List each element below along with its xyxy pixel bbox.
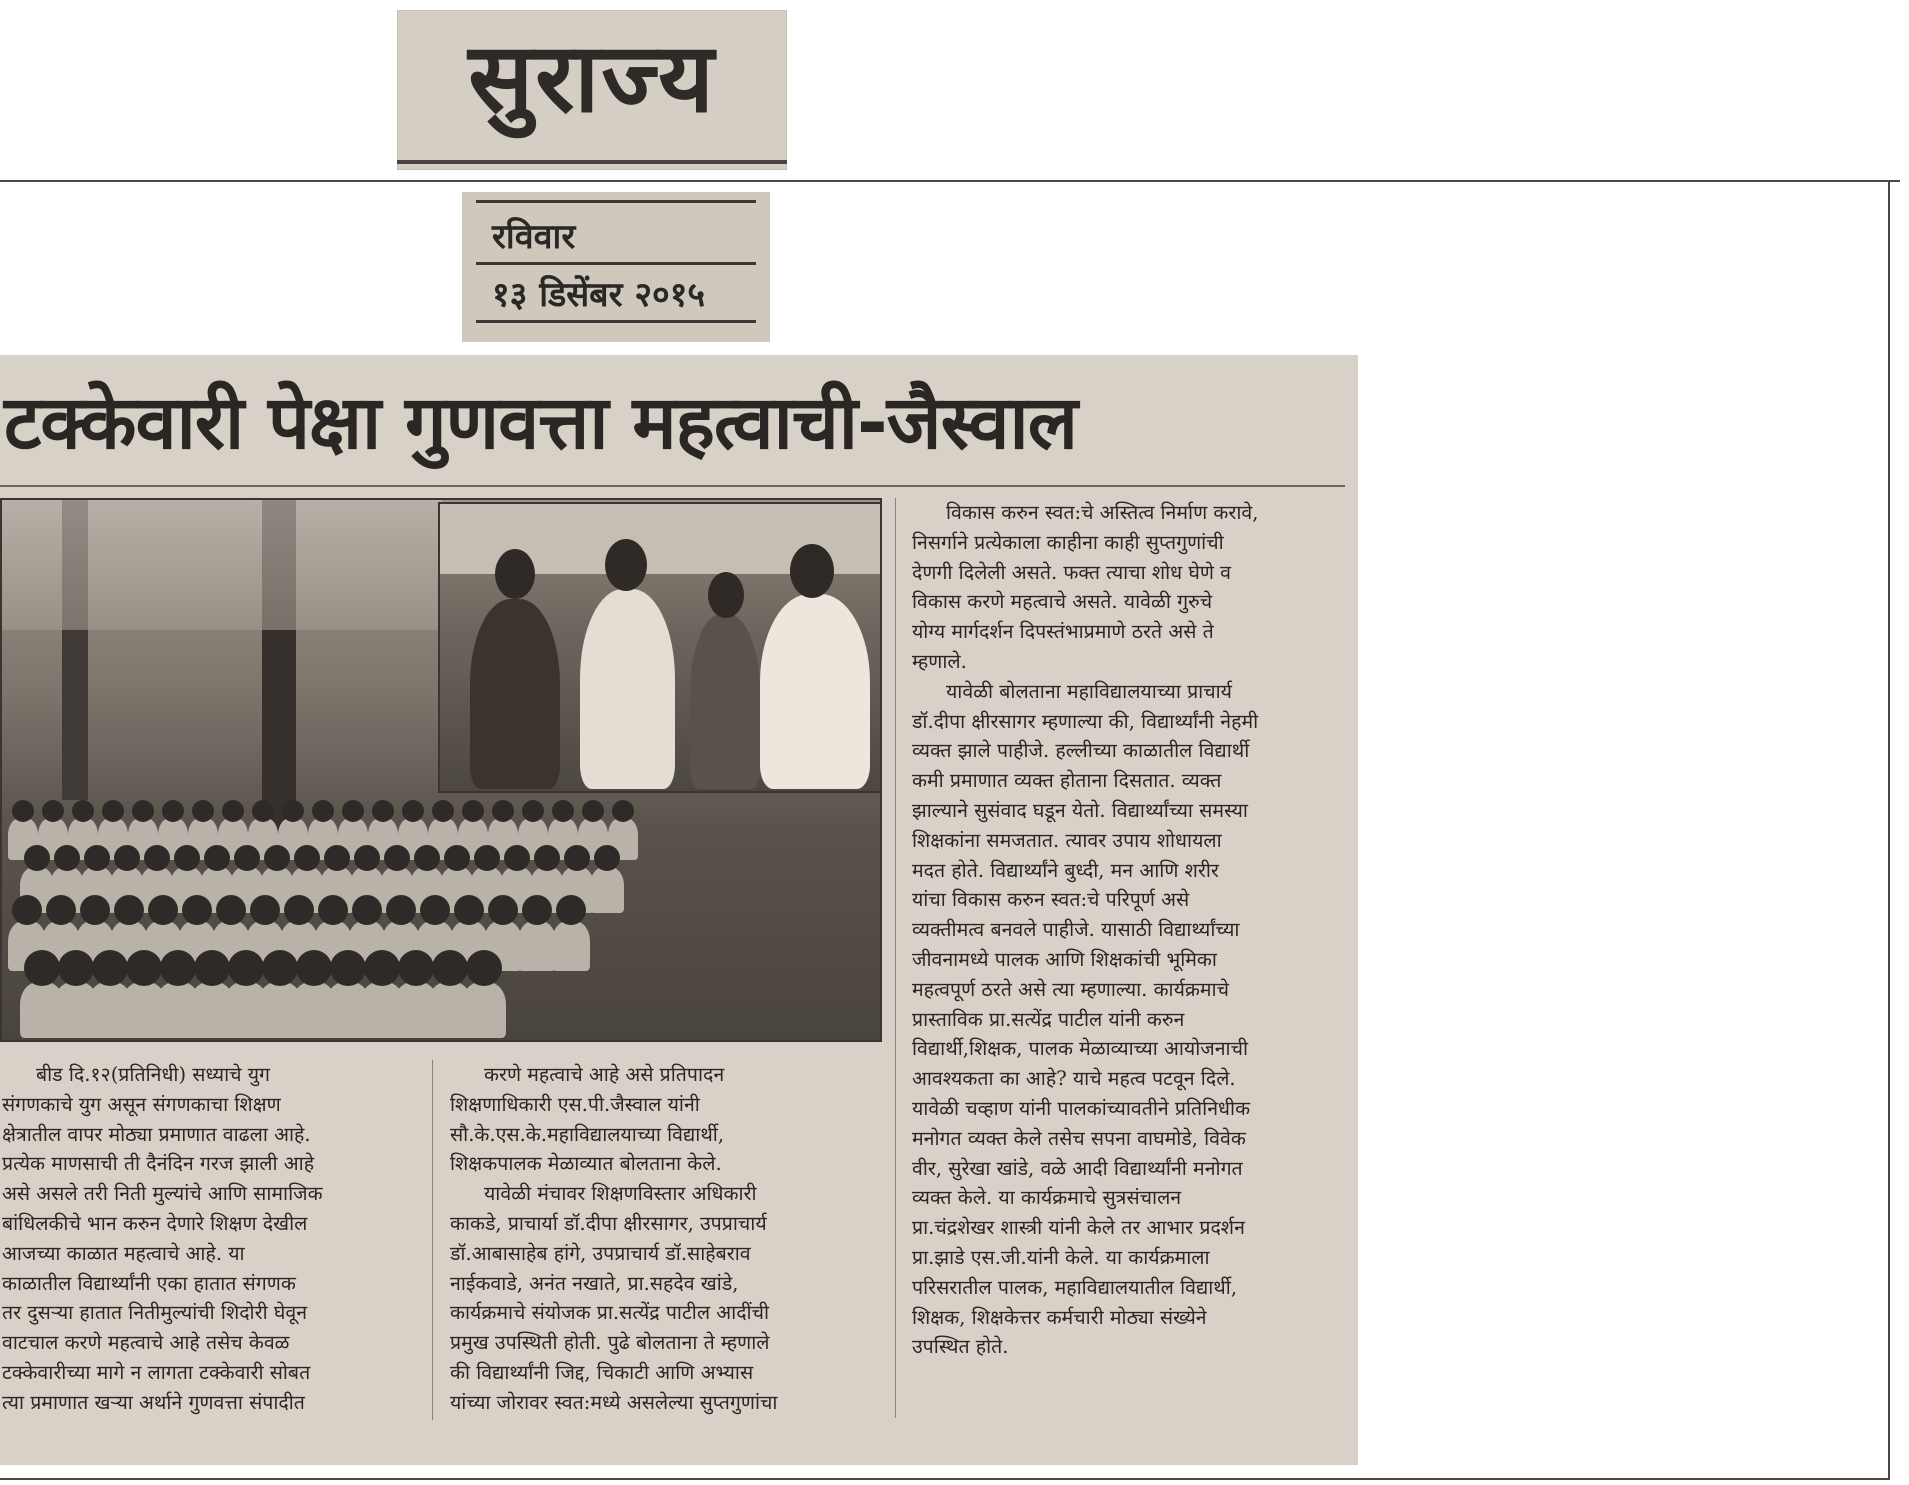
- article-text-line: विकास करुन स्वत:चे अस्तित्व निर्माण करावे,: [946, 501, 1259, 524]
- student-head: [84, 845, 110, 871]
- student-head: [474, 845, 500, 871]
- student-head: [194, 950, 230, 986]
- article-text-line: यावेळी चव्हाण यांनी पालकांच्यावतीने प्रतिनिधीक: [912, 1096, 1251, 1120]
- student-head: [582, 800, 604, 822]
- article-text-line: प्रत्येक माणसाची ती दैनंदिन गरज झाली आहे: [2, 1152, 315, 1176]
- article-text-line: आवश्यकता का आहे? याचे महत्व पटवून दिले.: [912, 1067, 1236, 1091]
- student-head: [504, 845, 530, 871]
- article-text-line: परिसरातील पालक, महाविद्यालयातील विद्यार्थी,: [912, 1275, 1238, 1299]
- student-head: [132, 800, 154, 822]
- article-text-line: शिक्षकांना समजतात. त्यावर उपाय शोधायला: [912, 828, 1222, 852]
- article-text-line: वीर, सुरेखा खांडे, वळे आदी विद्यार्थ्यांनी मनोगत: [912, 1156, 1243, 1180]
- newspaper-title: सुराज्य: [468, 22, 716, 134]
- student-head: [144, 845, 170, 871]
- student-head: [72, 800, 94, 822]
- student-head: [534, 845, 560, 871]
- student-head: [318, 895, 348, 925]
- article-text-line: नाईकवाडे, अनंत नखाते, प्रा.सहदेव खांडे,: [450, 1271, 739, 1295]
- student-head: [192, 800, 214, 822]
- student-figure: [462, 982, 506, 1038]
- student-figure: [552, 921, 590, 971]
- student-head: [126, 950, 162, 986]
- student-head: [432, 800, 454, 822]
- masthead-rule: [397, 160, 787, 164]
- article-text-line: शिक्षकपालक मेळाव्यात बोलताना केले.: [450, 1152, 722, 1176]
- article-text-line: व्यक्त झाले पाहीजे. हल्लीच्या काळातील विद्यार्थी: [912, 739, 1250, 763]
- student-head: [80, 895, 110, 925]
- frame-top-line: [0, 180, 1900, 182]
- student-head: [522, 895, 552, 925]
- student-head: [262, 950, 298, 986]
- student-head: [228, 950, 264, 986]
- student-head: [114, 895, 144, 925]
- article-text-line: टक्केवारीच्या मागे न लागता टक्केवारी सोबत: [2, 1360, 311, 1384]
- student-head: [354, 845, 380, 871]
- student-head: [594, 845, 620, 871]
- article-text-line: प्रास्ताविक प्रा.सत्येंद्र पाटील यांनी करुन: [912, 1007, 1185, 1031]
- stage-photo: [438, 502, 882, 793]
- article-text-line: काकडे, प्राचार्या डॉ.दीपा क्षीरसागर, उपप्राचार्य: [450, 1211, 767, 1235]
- student-head: [160, 950, 196, 986]
- article-text-line: यांच्या जोरावर स्वत:मध्ये असलेल्या सुप्तगुणांचा: [450, 1390, 778, 1414]
- student-head: [42, 800, 64, 822]
- student-head: [444, 845, 470, 871]
- article-text-line: योग्य मार्गदर्शन दिपस्तंभाप्रमाणे ठरते असे ते: [912, 620, 1214, 644]
- student-head: [46, 895, 76, 925]
- article-text-line: विकास करणे महत्वाचे असते. यावेळी गुरुचे: [912, 590, 1213, 614]
- student-head: [342, 800, 364, 822]
- article-headline: टक्केवारी पेक्षा गुणवत्ता महत्वाची-जैस्वाल: [4, 380, 1077, 466]
- article-text-line: विद्यार्थी,शिक्षक, पालक मेळाव्याच्या आयोजनाची: [912, 1037, 1249, 1061]
- student-head: [612, 800, 634, 822]
- student-head: [222, 800, 244, 822]
- student-head: [414, 845, 440, 871]
- student-head: [556, 895, 586, 925]
- student-head: [372, 800, 394, 822]
- student-head: [364, 950, 400, 986]
- article-column-1: [2, 1060, 418, 1418]
- dateline-mid-rule: [476, 262, 756, 265]
- man-head: [605, 539, 647, 591]
- speaker-white-kurta: [760, 594, 870, 789]
- student-head: [12, 800, 34, 822]
- student-head: [282, 800, 304, 822]
- article-text-line: करणे महत्वाचे आहे असे प्रतिपादन: [484, 1063, 725, 1086]
- student-head: [352, 895, 382, 925]
- student-head: [296, 950, 332, 986]
- article-text-line: उपस्थित होते.: [912, 1335, 1009, 1359]
- student-head: [386, 895, 416, 925]
- student-head: [234, 845, 260, 871]
- student-head: [466, 950, 502, 986]
- student-head: [564, 845, 590, 871]
- article-text-line: कार्यक्रमाचे संयोजक प्रा.सत्येंद्र पाटील आदींची: [450, 1301, 770, 1325]
- article-text-line: त्या प्रमाणात खऱ्या अर्थाने गुणवत्ता संपादीत: [2, 1390, 305, 1414]
- article-text-line: शिक्षणाधिकारी एस.पी.जैस्वाल यांनी: [450, 1092, 700, 1116]
- dateline-clipping: [462, 192, 770, 342]
- student-head: [488, 895, 518, 925]
- student-head: [24, 845, 50, 871]
- article-text-line: क्षेत्रातील वापर मोठ्या प्रमाणात वाढला आहे.: [2, 1122, 311, 1146]
- article-text-line: महत्वपूर्ण ठरते असे त्या म्हणाल्या. कार्यक्रमाचे: [912, 977, 1229, 1001]
- column-divider: [432, 1060, 433, 1420]
- dateline-day: रविवार: [492, 217, 576, 257]
- student-head: [12, 895, 42, 925]
- student-head: [552, 800, 574, 822]
- article-text-line: म्हणाले.: [912, 649, 967, 673]
- article-text-line: यांचा विकास करुन स्वत:चे परिपूर्ण असे: [912, 888, 1190, 912]
- student-head: [58, 950, 94, 986]
- frame-bottom-line: [0, 1478, 1890, 1480]
- article-text-line: कमी प्रमाणात व्यक्त होताना दिसतात. व्यक्त: [912, 769, 1222, 793]
- frame-right-line: [1888, 180, 1890, 1480]
- article-text-line: वाटचाल करणे महत्वाचे आहे तसेच केवळ: [2, 1331, 290, 1355]
- article-text-line: निसर्गाने प्रत्येकाला काहीना काही सुप्तगुणांची: [912, 530, 1224, 554]
- masthead-clipping: [397, 10, 787, 170]
- student-head: [54, 845, 80, 871]
- student-head: [330, 950, 366, 986]
- sky-area: [2, 500, 442, 630]
- article-text-line: असे असले तरी निती मुल्यांचे आणि सामाजिक: [2, 1182, 323, 1206]
- student-head: [324, 845, 350, 871]
- article-text-line: यावेळी मंचावर शिक्षणविस्तार अधिकारी: [484, 1182, 757, 1206]
- article-text-line: मदत होते. विद्यार्थ्यांने बुध्दी, मन आणि शरीर: [912, 858, 1219, 882]
- man-head: [708, 572, 744, 618]
- student-head: [162, 800, 184, 822]
- student-head: [24, 950, 60, 986]
- article-text-line: प्रमुख उपस्थिती होती. पुढे बोलताना ते म्हणाले: [450, 1331, 770, 1355]
- article-text-line: व्यक्त केले. या कार्यक्रमाचे सुत्रसंचालन: [912, 1186, 1182, 1210]
- man-dark-shirt: [690, 614, 760, 789]
- article-text-line: देणगी दिलेली असते. फक्त त्याचा शोध घेणे व: [912, 560, 1231, 584]
- student-head: [492, 800, 514, 822]
- dateline-date: १३ डिसेंबर २०१५: [492, 275, 706, 315]
- student-head: [252, 800, 274, 822]
- woman-in-saree: [470, 599, 560, 789]
- student-head: [384, 845, 410, 871]
- student-head: [294, 845, 320, 871]
- article-text-line: आजच्या काळात महत्वाचे आहे. या: [2, 1241, 245, 1265]
- article-text-line: काळातील विद्यार्थ्यांनी एका हातात संगणक: [2, 1271, 296, 1295]
- article-text-line: बीड दि.१२(प्रतिनिधी) सध्याचे युग: [36, 1063, 271, 1086]
- student-head: [174, 845, 200, 871]
- dateline-bottom-rule: [476, 320, 756, 323]
- student-head: [402, 800, 424, 822]
- student-head: [148, 895, 178, 925]
- student-head: [250, 895, 280, 925]
- student-head: [398, 950, 434, 986]
- article-text-line: मनोगत व्यक्त केले तसेच सपना वाघमोडे, विवेक: [912, 1126, 1246, 1150]
- student-head: [204, 845, 230, 871]
- headline-rule: [0, 485, 1345, 487]
- article-text-line: तर दुसऱ्या हातात नितीमुल्यांची शिदोरी घेवून: [2, 1301, 308, 1325]
- column-divider: [895, 498, 896, 1418]
- student-head: [182, 895, 212, 925]
- student-figure: [590, 867, 624, 913]
- article-text-line: सौ.के.एस.के.महाविद्यालयाच्या विद्यार्थी,: [450, 1122, 725, 1146]
- article-text-line: जीवनामध्ये पालक आणि शिक्षकांची भूमिका: [912, 947, 1217, 971]
- student-head: [432, 950, 468, 986]
- student-head: [216, 895, 246, 925]
- student-head: [264, 845, 290, 871]
- article-text-line: की विद्यार्थ्यांनी जिद्द, चिकाटी आणि अभ्यास: [450, 1360, 754, 1384]
- man-white-shirt: [580, 589, 675, 789]
- student-head: [420, 895, 450, 925]
- student-head: [102, 800, 124, 822]
- student-head: [454, 895, 484, 925]
- article-text-line: शिक्षक, शिक्षकेत्तर कर्मचारी मोठ्या संख्येने: [912, 1305, 1207, 1329]
- speaker-head: [790, 544, 834, 598]
- woman-head: [495, 549, 535, 599]
- dateline-top-rule: [476, 200, 756, 203]
- article-text-line: यावेळी बोलताना महाविद्यालयाच्या प्राचार्य: [946, 679, 1232, 703]
- student-head: [462, 800, 484, 822]
- student-head: [522, 800, 544, 822]
- student-head: [114, 845, 140, 871]
- article-text-line: प्रा.चंद्रशेखर शास्त्री यांनी केले तर आभार प्रदर्शन: [912, 1216, 1245, 1240]
- article-text-line: व्यक्तीमत्व बनवले पाहीजे. यासाठी विद्यार्थ्यांच्या: [912, 918, 1240, 942]
- article-text-line: डॉ.दीपा क्षीरसागर म्हणाल्या की, विद्यार्थ्यांनी नेहमी: [912, 709, 1259, 733]
- article-column-3: [912, 498, 1334, 1362]
- student-head: [312, 800, 334, 822]
- article-text-line: प्रा.झाडे एस.जी.यांनी केले. या कार्यक्रमाला: [912, 1245, 1210, 1269]
- article-text-line: डॉ.आबासाहेब हांगे, उपप्राचार्य डॉ.साहेबराव: [450, 1241, 751, 1265]
- article-clipping: [0, 355, 1358, 1465]
- student-head: [284, 895, 314, 925]
- student-figure: [518, 921, 556, 971]
- article-text-line: संगणकाचे युग असून संगणकाचा शिक्षण: [2, 1092, 281, 1116]
- article-text-line: झाल्याने सुसंवाद घडून येतो. विद्यार्थ्यांच्या समस्या: [912, 798, 1248, 822]
- article-column-2: [450, 1060, 878, 1418]
- student-head: [92, 950, 128, 986]
- article-text-line: बांधिलकीचे भान करुन देणारे शिक्षण देखील: [2, 1211, 308, 1235]
